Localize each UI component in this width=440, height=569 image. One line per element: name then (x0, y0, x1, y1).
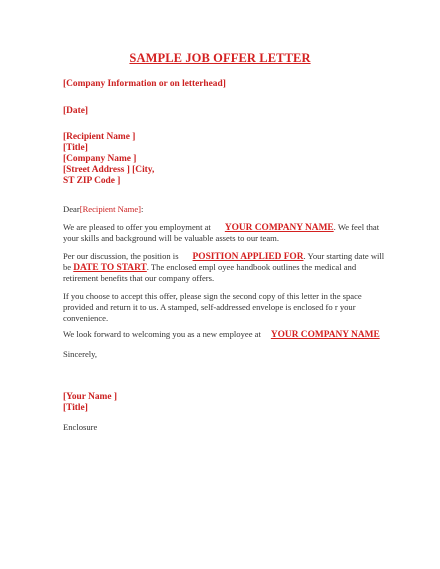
recipient-name-placeholder: [Recipient Name ] (63, 132, 136, 142)
company-name-placeholder-2: YOUR COMPANY NAME (270, 330, 380, 340)
salutation-name-placeholder: [Recipient Name] (79, 204, 142, 214)
para2-line2-end: . The enclosed empl oyee handbook outlines the medical and (146, 262, 357, 272)
salutation (63, 204, 143, 215)
closing: Sincerely, (63, 349, 98, 359)
enclosure-note: Enclosure (63, 422, 98, 432)
para1-line2: your skills and background will be valuable assets to our team. (63, 233, 279, 243)
salutation-prefix: Dear (63, 204, 80, 214)
para1-line1-end: . We feel that (333, 222, 380, 232)
company-name-placeholder-1: YOUR COMPANY NAME (224, 223, 334, 233)
para3-line3: convenience. (63, 313, 109, 323)
signer-title-placeholder: [Title] (63, 403, 88, 413)
company-info-placeholder: [Company Information or on letterhead] (63, 79, 226, 89)
para2-line1-end: . Your starting date will (303, 251, 385, 261)
salutation-suffix: : (141, 204, 144, 214)
para2-line3: retirement benefits that our company offers. (63, 273, 215, 283)
para3-line2: provided and return it to us. A stamped, self-addressed envelope is enclosed fo r your (63, 302, 356, 312)
para4-line1 (63, 329, 380, 341)
position-placeholder: POSITION APPLIED FOR (192, 252, 304, 262)
recipient-state-zip-placeholder: ST ZIP Code ] (63, 176, 121, 186)
letter-title: SAMPLE JOB OFFER LETTER (129, 51, 311, 65)
recipient-street-city-placeholder: [Street Address ] [City, (63, 165, 155, 175)
para2-line2-start: be (63, 262, 72, 272)
recipient-company-placeholder: [Company Name ] (63, 154, 137, 164)
para3-line1: If you choose to accept this offer, please sign the second copy of this letter in the space (63, 291, 362, 301)
date-placeholder: [Date] (63, 106, 88, 116)
start-date-placeholder: DATE TO START (73, 263, 147, 273)
para4-line1-text: We look forward to welcoming you as a new employee at (63, 329, 261, 339)
para2-line1-text: Per our discussion, the position is (63, 251, 179, 261)
signer-name-placeholder: [Your Name ] (63, 392, 117, 402)
recipient-title-placeholder: [Title] (63, 143, 88, 153)
para1-line1-text: We are pleased to offer you employment at (63, 222, 211, 232)
